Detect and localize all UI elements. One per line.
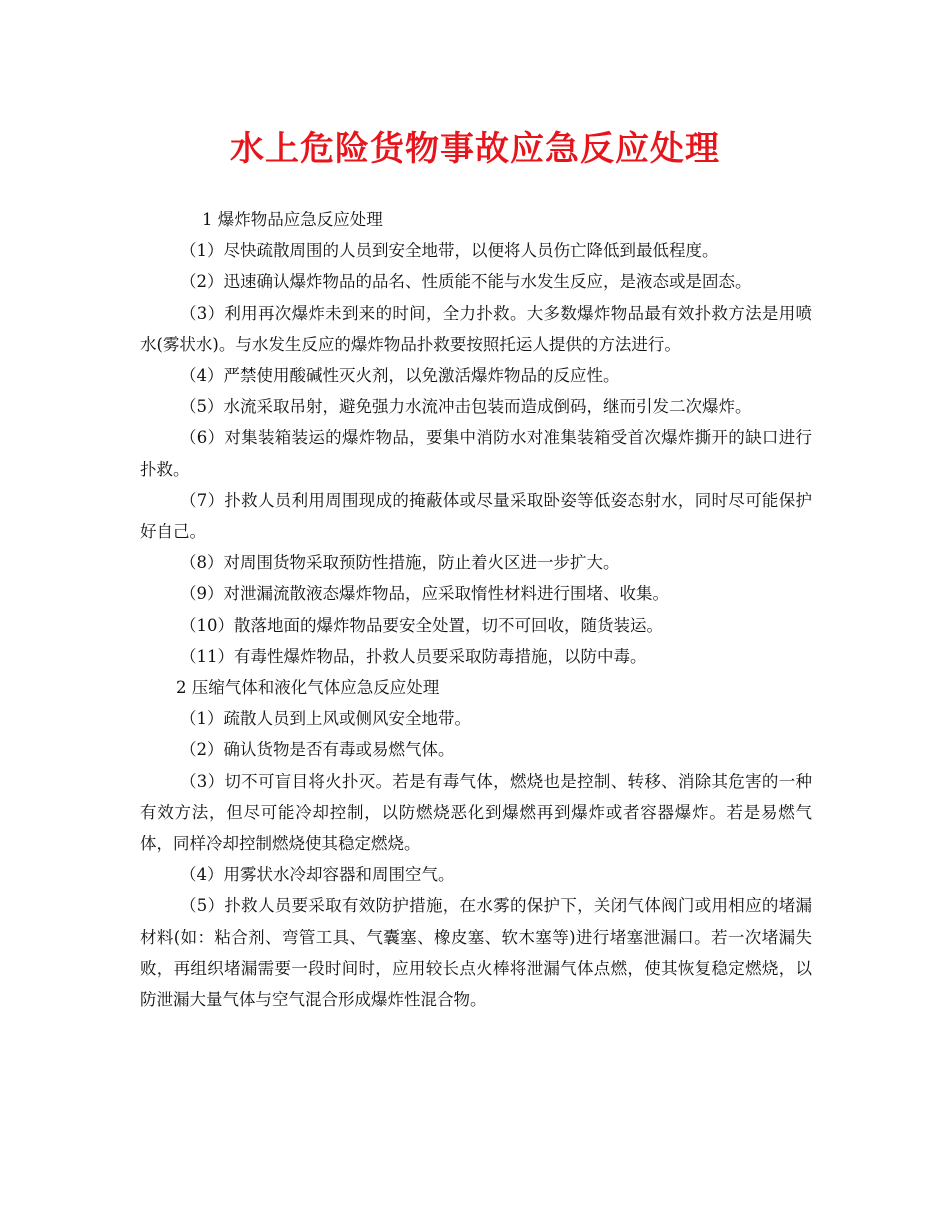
paragraph: （6）对集装箱装运的爆炸物品，要集中消防水对准集装箱受首次爆炸撕开的缺口进行扑救。 [140, 428, 812, 479]
section-heading-gases: 2 压缩气体和液化气体应急反应处理 [176, 678, 440, 698]
paragraph: （5）水流采取吊射，避免强力水流冲击包装而造成倒码，继而引发二次爆炸。 [180, 397, 752, 417]
paragraph: （11）有毒性爆炸物品，扑救人员要采取防毒措施，以防中毒。 [180, 646, 647, 666]
paragraph: （3）利用再次爆炸未到来的时间，全力扑救。大多数爆炸物品最有效扑救方法是用喷水(雾状水)。与水发生反应的爆炸物品扑救要按照托运人提供的方法进行。 [140, 303, 812, 354]
section-heading-explosives: 1 爆炸物品应急反应处理 [202, 210, 383, 229]
paragraph: （3）切不可盲目将火扑灭。若是有毒气体，燃烧也是控制、转移、消除其危害的一种有效方法，但尽可能冷却控制，以防燃烧恶化到爆燃再到爆炸或者容器爆炸。若是易燃气体，同样冷却控制燃烧使其稳定燃烧。 [140, 771, 812, 854]
paragraph: （5）扑救人员要采取有效防护措施，在水雾的保护下，关闭气体阀门或用相应的堵漏材料(如：粘合剂、弯管工具、气囊塞、橡皮塞、软木塞等)进行堵塞泄漏口。若一次堵漏失败，再组织堵漏需要一段时间时，应用较长点火棒将泄漏气体点燃，使其恢复稳定燃烧，以防泄漏大量气体与空气混合形成爆炸性混合物。 [140, 896, 812, 1010]
paragraph: （4）用雾状水冷却容器和周围空气。 [180, 865, 455, 885]
paragraph: （2）确认货物是否有毒或易燃气体。 [180, 740, 455, 760]
document-body [140, 204, 812, 1015]
paragraph: （4）严禁使用酸碱性灭火剂，以免激活爆炸物品的反应性。 [180, 366, 620, 386]
paragraph: （1）尽快疏散周围的人员到安全地带，以便将人员伤亡降低到最低程度。 [180, 241, 719, 261]
paragraph: （7）扑救人员利用周围现成的掩蔽体或尽量采取卧姿等低姿态射水，同时尽可能保护好自己。 [140, 490, 812, 542]
paragraph: （1）疏散人员到上风或侧风安全地带。 [180, 709, 471, 729]
document-title: 水上危险货物事故应急反应处理 [230, 129, 720, 169]
paragraph: （9）对泄漏流散液态爆炸物品，应采取惰性材料进行围堵、收集。 [180, 584, 669, 604]
paragraph: （2）迅速确认爆炸物品的品名、性质能不能与水发生反应，是液态或是固态。 [180, 272, 752, 292]
paragraph: （10）散落地面的爆炸物品要安全处置，切不可回收，随货装运。 [180, 615, 663, 635]
paragraph: （8）对周围货物采取预防性措施，防止着火区进一步扩大。 [180, 553, 620, 573]
